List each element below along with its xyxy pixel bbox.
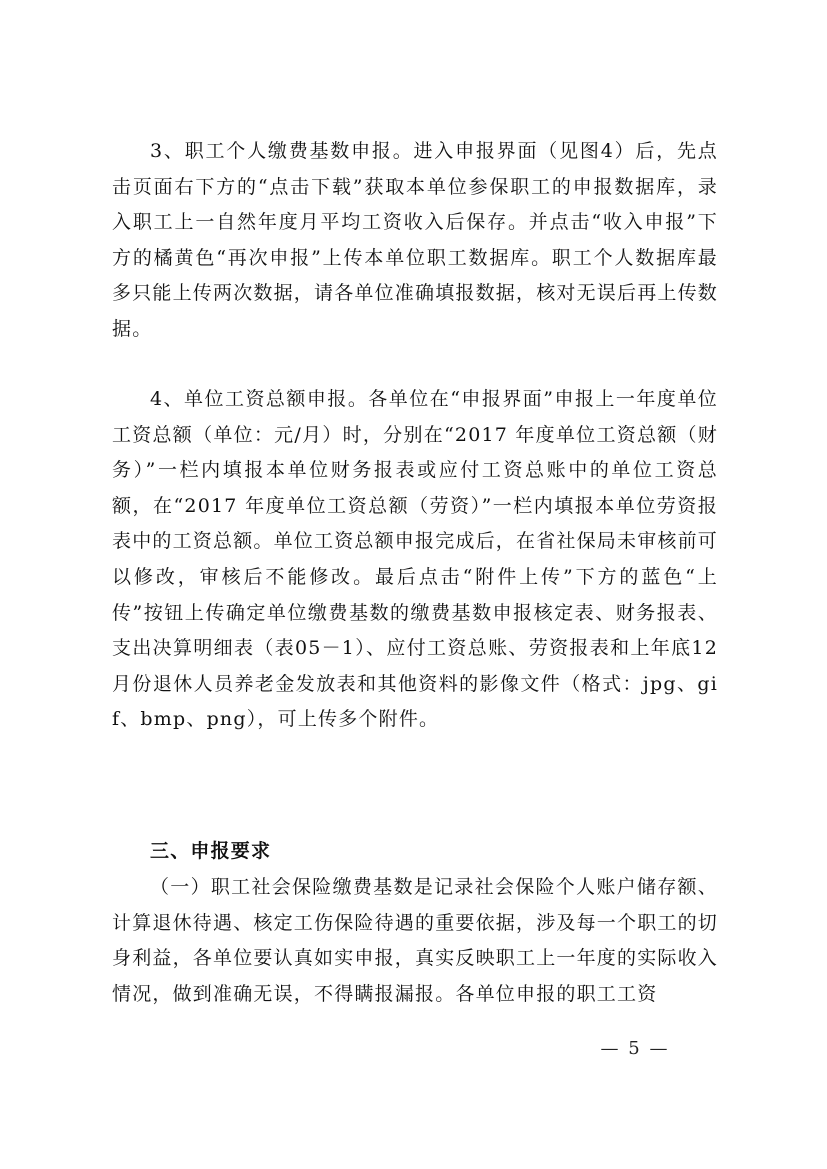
section-heading-requirements: 三、申报要求 (150, 840, 272, 862)
paragraph-requirement-1: （一）职工社会保险缴费基数是记录社会保险个人账户储存额、计算退休待遇、核定工伤保险待遇的重要依据，涉及每一个职工的切身利益，各单位要认真如实申报，真实反映职工上一年度的实际收入情况，做到准确无误，不得瞒报漏报。各单位申报的职工工资 (112, 876, 719, 1005)
paragraph-item-3: 3、职工个人缴费基数申报。进入申报界面（见图4）后，先点击页面右下方的“点击下载”获取本单位参保职工的申报数据库，录入职工上一自然年度月平均工资收入后保存。并点击“收入申报”下方的橘黄色“再次申报”上传本单位职工数据库。职工个人数据库最多只能上传两次数据，请各单位准确填报数据，核对无误后再上传数据。 (112, 140, 719, 340)
paragraph-item-4: 4、单位工资总额申报。各单位在“申报界面”申报上一年度单位工资总额（单位：元/月）时，分别在“2017 年度单位工资总额（财务）”一栏内填报本单位财务报表或应付工资总账中的单位工资总额，在“2017 年度单位工资总额（劳资）”一栏内填报本单位劳资报表中的工资总额。单位工资总额申报完成后，在省社保局未审核前可以修改，审核后不能修改。最后点击“附件上传”下方的蓝色“上传”按钮上传确定单位缴费基数的缴费基数申报核定表、财务报表、支出决算明细表（表05－1）、应付工资总账、劳资报表和上年底12 月份退休人员养老金发放表和其他资料的影像文件（格式：jpg、gif、bmp、png），可上传多个附件。 (112, 388, 719, 731)
page-number: — 5 — (600, 1038, 670, 1059)
